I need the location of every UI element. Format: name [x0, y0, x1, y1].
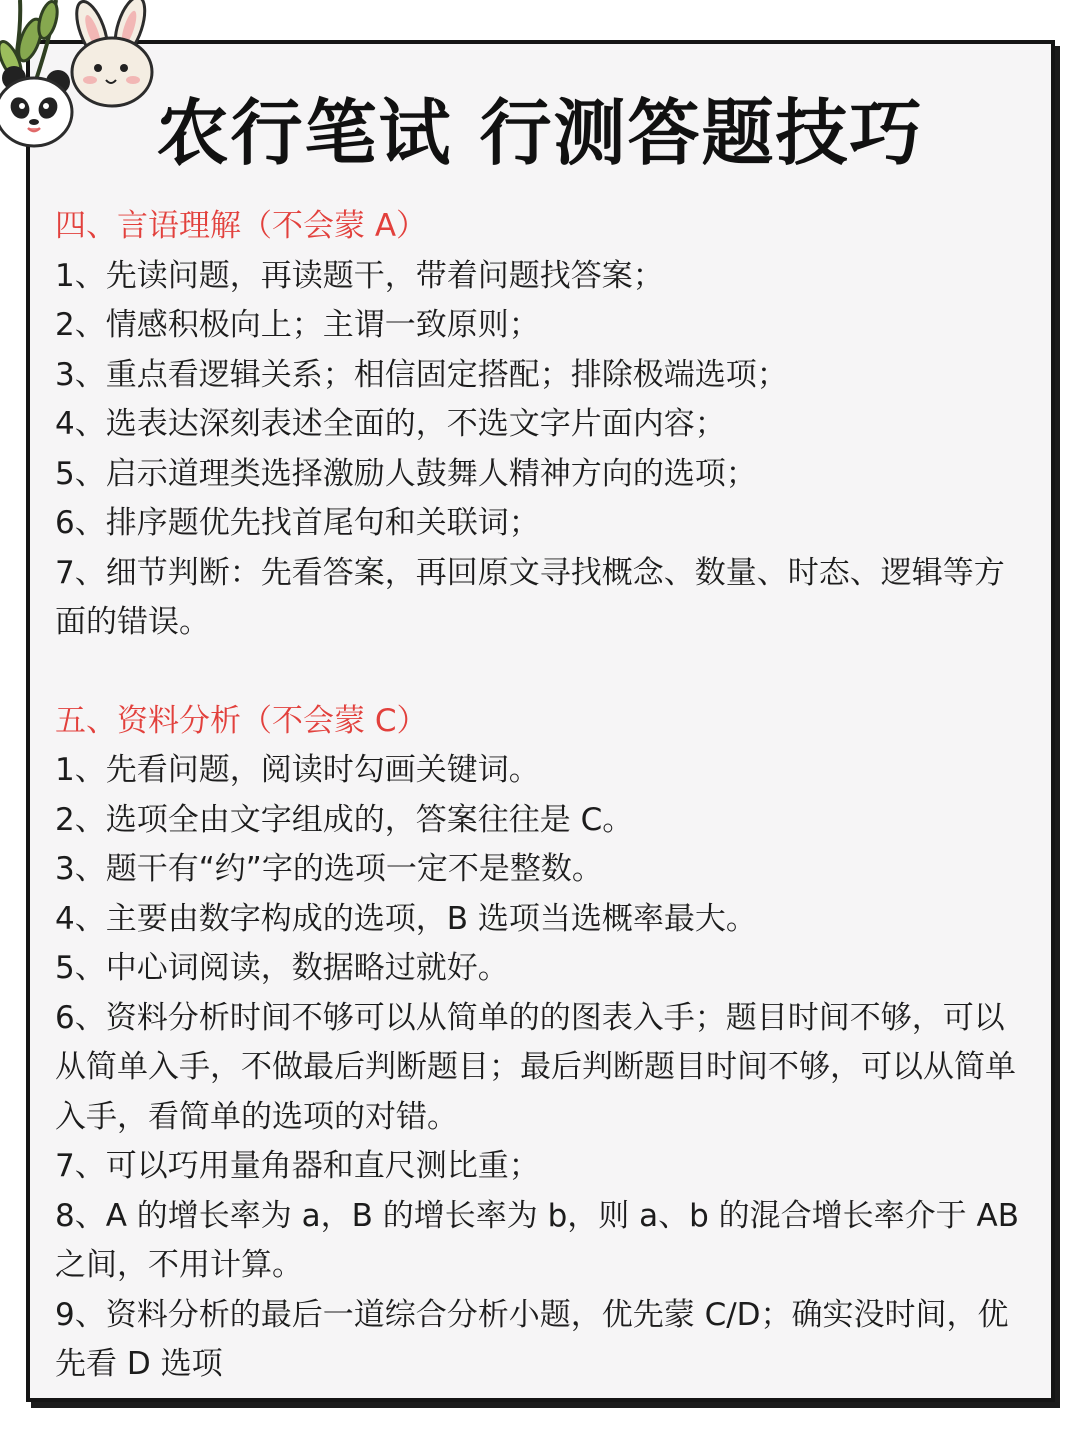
page-title: 农行笔试 行测答题技巧	[156, 91, 924, 175]
section-data-analysis	[55, 697, 1030, 1390]
list-item: 7、可以巧用量角器和直尺测比重；	[55, 1148, 540, 1184]
list-item: 2、情感积极向上；主谓一致原则；	[55, 307, 540, 343]
list-item: 5、启示道理类选择激励人鼓舞人精神方向的选项；	[55, 455, 757, 492]
section-heading: 四、言语理解（不会蒙 A）	[55, 208, 428, 244]
list-item: 3、题干有“约”字的选项一定不是整数。	[55, 851, 603, 887]
list-item: 5、中心词阅读，数据略过就好。	[55, 950, 509, 986]
list-item: 9、资料分析的最后一道综合分析小题，优先蒙 C/D；确实没时间，优先看 D 选项	[55, 1296, 1009, 1382]
section-spacer	[55, 648, 1030, 697]
list-item: 1、先读问题，再读题干，带着问题找答案；	[55, 257, 664, 294]
list-item: 4、选表达深刻表述全面的，不选文字片面内容；	[55, 406, 726, 442]
list-item: 1、先看问题，阅读时勾画关键词。	[55, 752, 540, 788]
list-item: 8、A 的增长率为 a，B 的增长率为 b，则 a、b 的混合增长率介于 AB 之间，不用计算。	[55, 1197, 1019, 1283]
list-item: 3、重点看逻辑关系；相信固定搭配；排除极端选项；	[55, 356, 788, 393]
list-item: 4、主要由数字构成的选项，B 选项当选概率最大。	[55, 900, 757, 937]
list-item: 2、选项全由文字组成的，答案往往是 C。	[55, 801, 634, 838]
list-item: 6、资料分析时间不够可以从简单的的图表入手；题目时间不够，可以从简单入手，不做最后判断题目；最后判断题目时间不够，可以从简单入手，看简单的选项的对错。	[55, 999, 1016, 1135]
list-item: 6、排序题优先找首尾句和关联词；	[55, 505, 540, 541]
section-verbal	[55, 202, 1030, 648]
tips-content	[55, 202, 1030, 1390]
list-item: 7、细节判断：先看答案，再回原文寻找概念、数量、时态、逻辑等方面的错误。	[55, 554, 1005, 640]
section-heading: 五、资料分析（不会蒙 C）	[55, 702, 428, 739]
